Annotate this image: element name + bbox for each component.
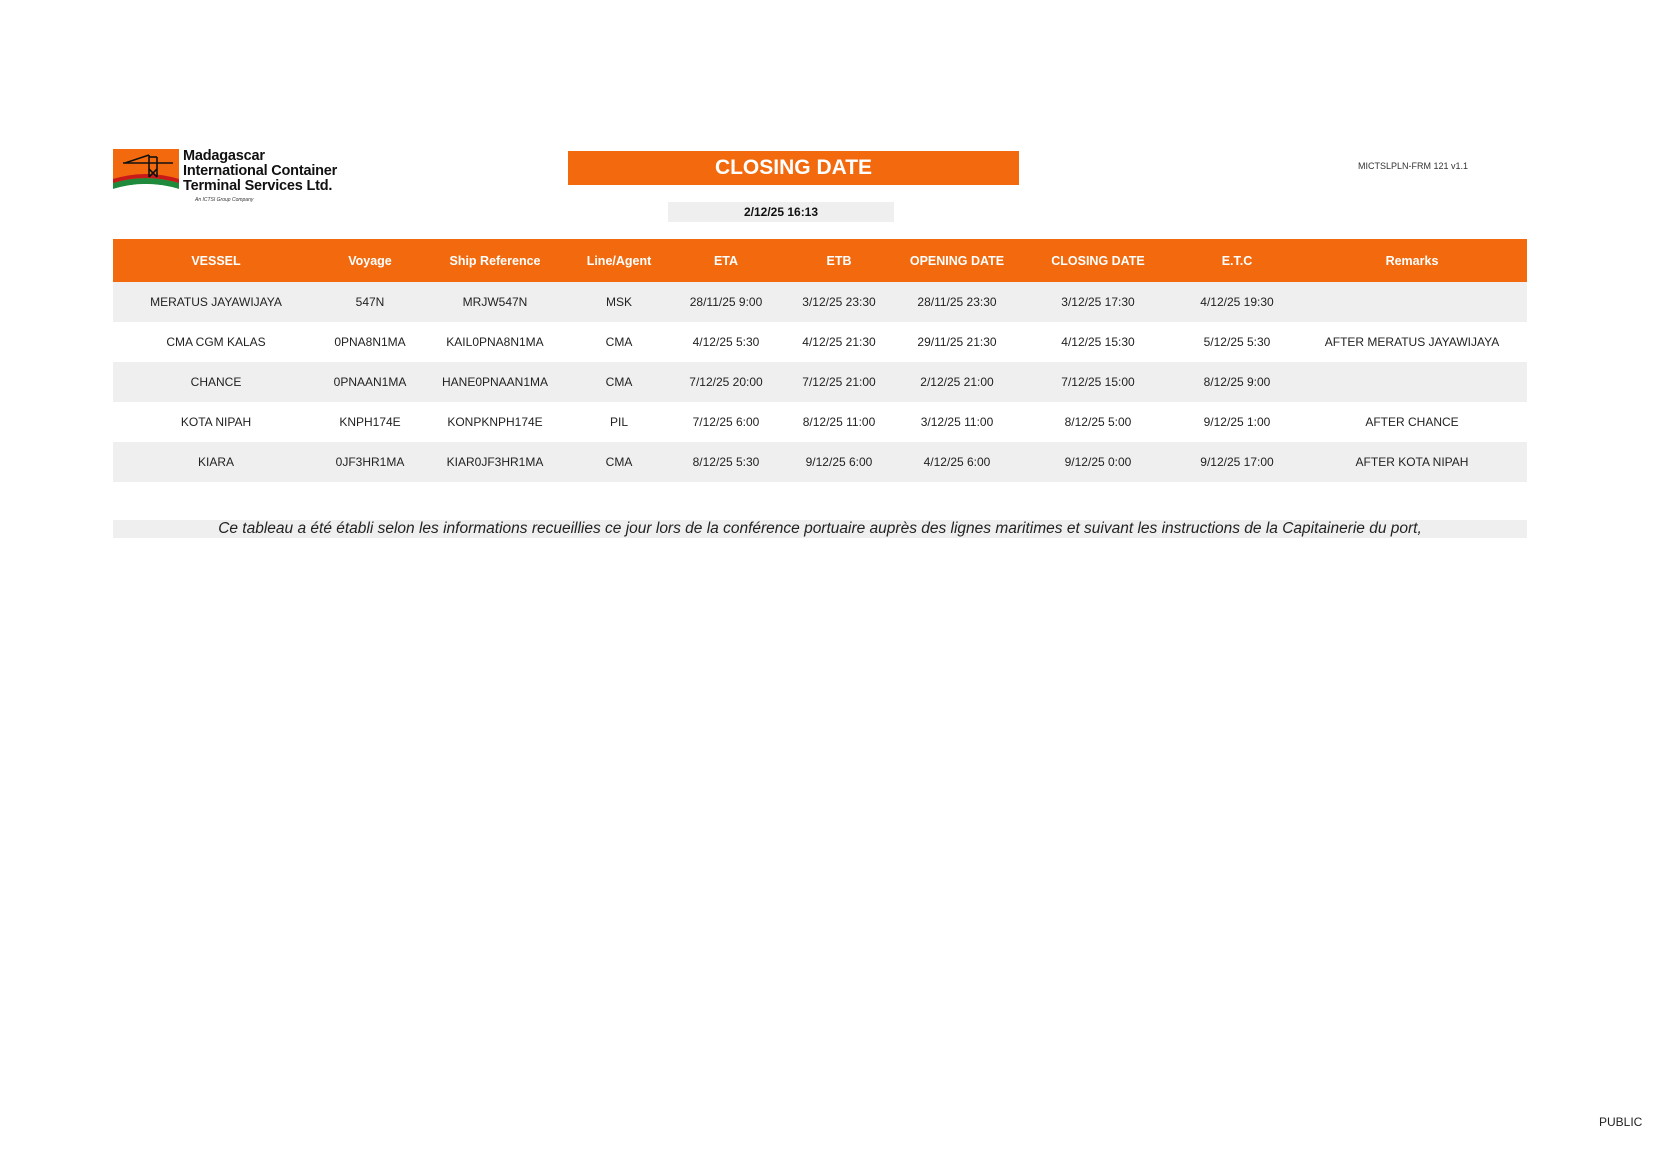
- table-row: [113, 442, 1527, 482]
- form-code: MICTSLPLN-FRM 121 v1.1: [1358, 161, 1469, 171]
- table-row: [113, 282, 1527, 322]
- cell-closing-date: 3/12/25 17:30: [1019, 282, 1177, 322]
- company-tagline: An ICTSI Group Company: [195, 197, 254, 203]
- cell-voyage: 0PNA8N1MA: [334, 335, 406, 349]
- column-header-etb: ETB: [783, 239, 895, 282]
- cell-opening-date: 4/12/25 6:00: [895, 442, 1019, 482]
- column-header-remarks: Remarks: [1297, 239, 1527, 282]
- table-row: [113, 322, 1527, 362]
- column-header-opening-date: OPENING DATE: [895, 239, 1019, 282]
- column-header-vessel: VESSEL: [113, 239, 319, 282]
- company-name: [183, 149, 337, 194]
- column-header-ship-reference: Ship Reference: [421, 239, 569, 282]
- crane-logo-icon: [113, 149, 181, 197]
- cell-voyage: 547N: [319, 282, 421, 322]
- cell-remarks: [1297, 282, 1527, 322]
- cell-etb: 8/12/25 11:00: [802, 415, 876, 429]
- cell-ship-reference: KIAR0JF3HR1MA: [421, 442, 569, 482]
- cell-eta: 28/11/25 9:00: [669, 282, 783, 322]
- cell-voyage: KNPH174E: [339, 415, 401, 429]
- cell-ship-reference: KAIL0PNA8N1MA: [446, 335, 544, 349]
- cell-etb: 9/12/25 6:00: [783, 442, 895, 482]
- closing-date-table: [113, 239, 1527, 482]
- classification-label: PUBLIC: [1599, 1115, 1643, 1129]
- cell-closing-date: 4/12/25 15:30: [1061, 335, 1135, 349]
- column-header-eta: ETA: [669, 239, 783, 282]
- cell-ship-reference: HANE0PNAAN1MA: [421, 362, 569, 402]
- cell-closing-date: 8/12/25 5:00: [1064, 415, 1132, 429]
- cell-remarks: AFTER KOTA NIPAH: [1297, 442, 1527, 482]
- column-header-etc: E.T.C: [1177, 239, 1297, 282]
- cell-opening-date: 29/11/25 21:30: [917, 335, 997, 349]
- table-header-row: [113, 239, 1527, 282]
- table-row: [113, 402, 1527, 442]
- cell-line-agent: CMA: [569, 362, 669, 402]
- cell-etc: 9/12/25 1:00: [1203, 415, 1271, 429]
- cell-etb: 3/12/25 23:30: [783, 282, 895, 322]
- cell-voyage: 0PNAAN1MA: [319, 362, 421, 402]
- column-header-closing-date: CLOSING DATE: [1019, 239, 1177, 282]
- cell-line-agent: PIL: [609, 415, 628, 429]
- page-title: CLOSING DATE: [568, 151, 1019, 185]
- cell-etb: 7/12/25 21:00: [783, 362, 895, 402]
- cell-eta: 4/12/25 5:30: [692, 335, 760, 349]
- cell-remarks: AFTER MERATUS JAYAWIJAYA: [1324, 335, 1500, 349]
- cell-opening-date: 3/12/25 11:00: [920, 415, 994, 429]
- cell-etc: 5/12/25 5:30: [1203, 335, 1271, 349]
- cell-vessel: KOTA NIPAH: [180, 415, 252, 429]
- cell-vessel: MERATUS JAYAWIJAYA: [113, 282, 319, 322]
- cell-opening-date: 2/12/25 21:00: [895, 362, 1019, 402]
- cell-opening-date: 28/11/25 23:30: [895, 282, 1019, 322]
- disclaimer-note: Ce tableau a été établi selon les informations recueillies ce jour lors de la conférence portuaire auprès des lignes maritimes et suivant les instructions de la Capitainerie du port,: [113, 520, 1527, 538]
- cell-eta: 8/12/25 5:30: [669, 442, 783, 482]
- cell-remarks: AFTER CHANCE: [1365, 415, 1459, 429]
- cell-eta: 7/12/25 6:00: [692, 415, 760, 429]
- company-name-line-3: Terminal Services Ltd.: [183, 178, 333, 194]
- company-logo: [113, 149, 353, 209]
- cell-vessel: CHANCE: [113, 362, 319, 402]
- cell-remarks: [1297, 362, 1527, 402]
- column-header-line-agent: Line/Agent: [569, 239, 669, 282]
- cell-etb: 4/12/25 21:30: [802, 335, 876, 349]
- cell-ship-reference: KONPKNPH174E: [447, 415, 543, 429]
- report-timestamp: 2/12/25 16:13: [668, 202, 894, 222]
- column-header-voyage: Voyage: [319, 239, 421, 282]
- cell-etc: 8/12/25 9:00: [1177, 362, 1297, 402]
- table-row: [113, 362, 1527, 402]
- cell-voyage: 0JF3HR1MA: [319, 442, 421, 482]
- cell-closing-date: 9/12/25 0:00: [1019, 442, 1177, 482]
- cell-vessel: CMA CGM KALAS: [166, 335, 266, 349]
- cell-eta: 7/12/25 20:00: [669, 362, 783, 402]
- company-name-line-2: International Container: [183, 163, 338, 179]
- cell-line-agent: CMA: [569, 442, 669, 482]
- cell-line-agent: MSK: [569, 282, 669, 322]
- cell-vessel: KIARA: [113, 442, 319, 482]
- cell-etc: 4/12/25 19:30: [1177, 282, 1297, 322]
- cell-etc: 9/12/25 17:00: [1177, 442, 1297, 482]
- cell-line-agent: CMA: [605, 335, 633, 349]
- cell-closing-date: 7/12/25 15:00: [1019, 362, 1177, 402]
- company-name-line-1: Madagascar: [183, 148, 265, 164]
- cell-ship-reference: MRJW547N: [421, 282, 569, 322]
